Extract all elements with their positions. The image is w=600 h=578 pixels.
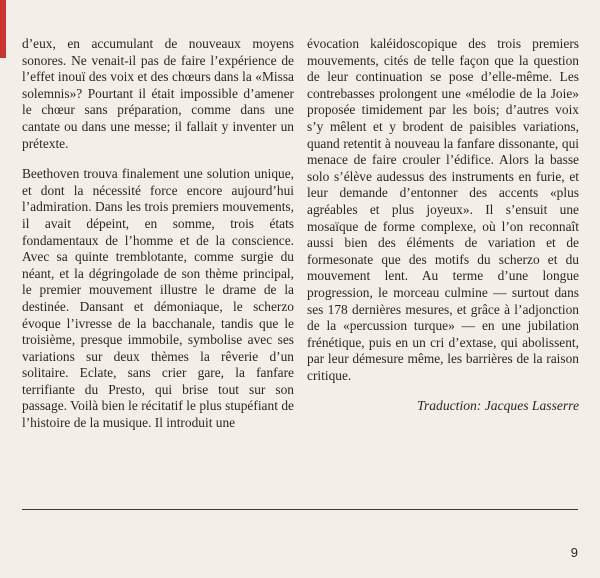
paragraph: d’eux, en accumulant de nouveaux moyens sonores. Ne venait-il pas de faire l’expérience de l’effet inouï des voix et des chœurs dans la «Missa solemnis»? Pourtant il était impossible d’amener le chœur sans préparation, comme dans une cantate ou dans une messe; il fallait y inventer un prétexte.: [22, 36, 294, 151]
bottom-rule: [22, 509, 578, 510]
red-edge-tab: [0, 0, 6, 58]
translation-credit: Traduction: Jacques Lasserre: [417, 398, 579, 414]
paragraph: évocation kaléidoscopique des trois premiers mouvements, cités de telle façon que la question de leur continuation se pose d’elle-même. Les contrebasses prolongent une «mélodie de la Joie» proposée timidement par les bois; d’autres voix s’y mêlent et y brodent de paisibles variations, quand retentit à nouveau la fanfare dissonante, qui menace de faire crouler l’édifice. Alors la basse solo s’élève audessus des instruments en furie, et leur demande d’entonner des accents «plus agréables et plus joyeux». Il s’ensuit une mosaïque de forme complexe, où l’on reconnaît aussi bien des éléments de variation et de formesonate que des motifs du scherzo et du mouvement lent. Au terme d’une longue progression, le morceau culmine — surtout dans ses 178 dernières mesures, et grâce à l’adjonction de la «percussion turque» — en une jubilation frénétique, puis en un cri d’extase, qui abolissent, par leur démesure même, les barrières de la raison critique.: [307, 36, 579, 383]
page-number: 9: [570, 545, 578, 560]
right-text-column: [307, 36, 579, 415]
paragraph: Beethoven trouva finalement une solution unique, et dont la nécessité force encore aujourd’hui l’admiration. Dans les trois premiers mouvements, il avait dépeint, en somme, trois états fondamentaux de l’homme et de la conscience. Avec sa quinte tremblotante, comme surgie du néant, et la dégringolade de son thème principal, le premier mouvement illustre le drame de la destinée. Dansant et démoniaque, le scherzo évoque l’ivresse de la bacchanale, tandis que le troisième, presque immobile, symbolise avec ses variations sur deux thèmes la rêverie d’un solitaire. Eclate, sans crier gare, la fanfare terrifiante du Presto, qui brise tout sur son passage. Voilà bien le récitatif le plus stupéfiant de l’histoire de la musique. Il introduit une: [22, 166, 294, 431]
left-text-column: [22, 36, 294, 446]
